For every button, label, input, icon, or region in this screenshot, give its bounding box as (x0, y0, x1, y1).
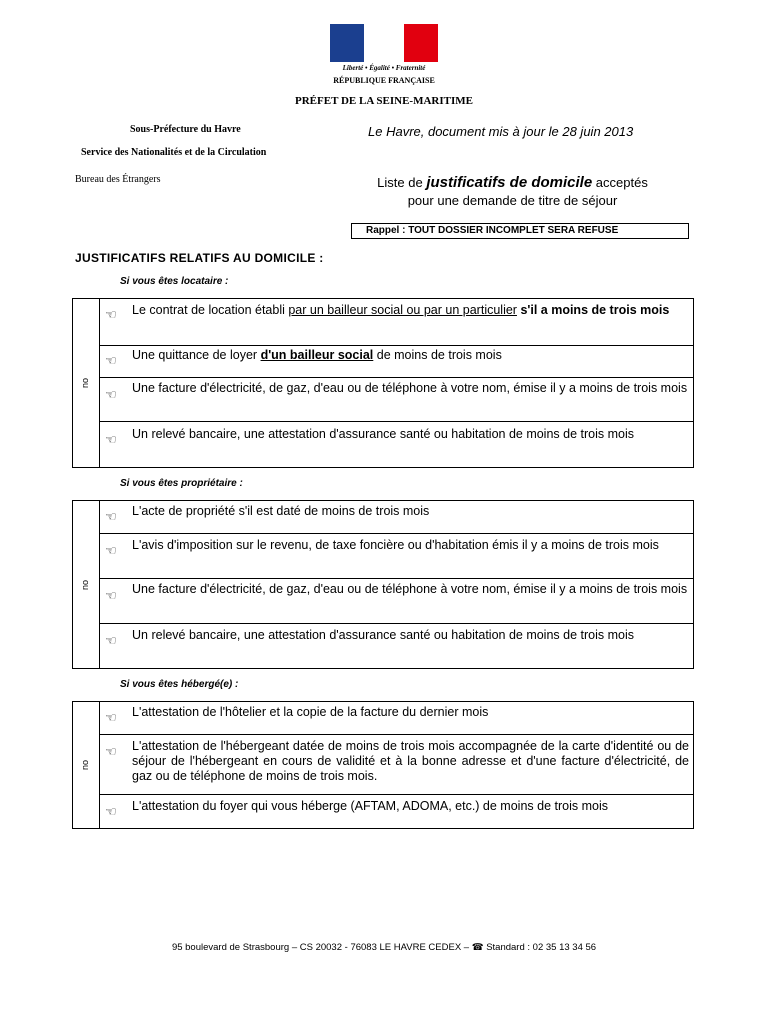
section-heading: JUSTIFICATIFS RELATIFS AU DOMICILE : (75, 251, 324, 265)
marianne-logo (330, 24, 438, 88)
list-item (100, 299, 693, 345)
rappel-banner: Rappel : TOUT DOSSIER INCOMPLET SERA REFUSE (351, 223, 689, 239)
ou-label: ou (80, 759, 91, 771)
item-text: Un relevé bancaire, une attestation d'assurance santé ou habitation de moins de trois mois (132, 427, 634, 441)
pointing-hand-icon: ☜ (105, 432, 117, 447)
pointing-hand-icon: ☜ (105, 543, 117, 558)
list-item (100, 421, 693, 468)
heberge-box (72, 701, 694, 829)
pointing-hand-icon: ☜ (105, 588, 117, 603)
list-item (100, 501, 693, 533)
list-item (100, 702, 693, 734)
ou-label: ou (80, 377, 91, 389)
pointing-hand-icon: ☜ (105, 387, 117, 402)
document-date: Le Havre, document mis à jour le 28 juin 2013 (368, 124, 634, 139)
pointing-hand-icon: ☜ (105, 744, 117, 759)
item-text: L'attestation du foyer qui vous héberge (AFTAM, ADOMA, etc.) de moins de trois mois (132, 799, 608, 813)
item-text: Une facture d'électricité, de gaz, d'eau ou de téléphone à votre nom, émise il y a moins de trois mois (132, 381, 688, 395)
list-item (100, 734, 693, 795)
ou-label: ou (80, 579, 91, 590)
title-prefix: Liste de (377, 175, 427, 190)
item-text: L'attestation de l'hébergeant datée de moins de trois mois accompagnée de la carte d'identité ou de séjour de l'hébergeant en cours de validité et à la bonne adresse et d'une facture d'électricité, de gaz ou de téléphone de moins de trois mois. (132, 739, 689, 783)
list-item (100, 345, 693, 378)
pointing-hand-icon: ☜ (105, 353, 117, 368)
title-suffix: acceptés (592, 175, 648, 190)
list-item (100, 578, 693, 624)
item-text: Un relevé bancaire, une attestation d'assurance santé ou habitation de moins de trois mois (132, 628, 634, 642)
document-title (340, 174, 685, 210)
locataire-title: Si vous êtes locataire : (120, 276, 229, 287)
item-text: L'acte de propriété s'il est daté de moins de trois mois (132, 504, 430, 518)
sous-prefecture: Sous-Préfecture du Havre (130, 124, 241, 135)
proprietaire-title: Si vous êtes propriétaire : (120, 478, 243, 489)
list-item (100, 377, 693, 422)
motto: Liberté • Égalité • Fraternité (342, 64, 426, 72)
item-text: Une quittance de loyer d'un bailleur social de moins de trois mois (132, 348, 502, 362)
pointing-hand-icon: ☜ (105, 710, 117, 725)
service-name: Service des Nationalités et de la Circulation (81, 147, 267, 158)
pointing-hand-icon: ☜ (105, 307, 117, 322)
republic-label: RÉPUBLIQUE FRANÇAISE (333, 76, 435, 85)
list-item (100, 533, 693, 579)
pointing-hand-icon: ☜ (105, 633, 117, 648)
item-text: L'attestation de l'hôtelier et la copie de la facture du dernier mois (132, 705, 489, 719)
tricolor-flag-icon (330, 24, 438, 62)
list-item (100, 794, 693, 829)
title-line2: pour une demande de titre de séjour (407, 193, 618, 208)
pointing-hand-icon: ☜ (105, 509, 117, 524)
title-emphasis: justificatifs de domicile (426, 174, 593, 191)
bureau-name: Bureau des Étrangers (75, 174, 161, 185)
item-text: Le contrat de location établi par un bailleur social ou par un particulier s'il a moins de trois mois (132, 303, 670, 317)
heberge-title: Si vous êtes hébergé(e) : (120, 679, 239, 690)
item-text: L'avis d'imposition sur le revenu, de taxe foncière ou d'habitation émis il y a moins de trois mois (132, 538, 659, 552)
item-text: Une facture d'électricité, de gaz, d'eau ou de téléphone à votre nom, émise il y a moins de trois mois (132, 582, 688, 596)
locataire-box (72, 298, 694, 468)
list-item (100, 623, 693, 669)
proprietaire-box (72, 500, 694, 669)
prefet-title: PRÉFET DE LA SEINE-MARITIME (295, 95, 473, 107)
footer-address: 95 boulevard de Strasbourg – CS 20032 - 76083 LE HAVRE CEDEX – ☎ Standard : 02 35 13 34 56 (171, 942, 597, 953)
pointing-hand-icon: ☜ (105, 804, 117, 819)
